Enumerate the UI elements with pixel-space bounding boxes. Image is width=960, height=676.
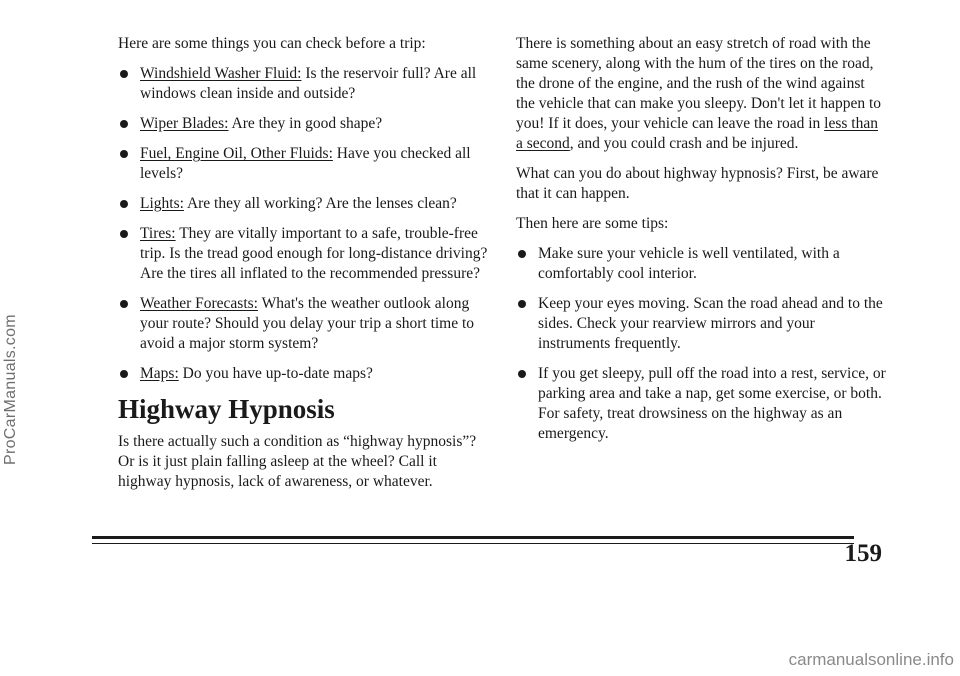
checklist-term: Tires: [140, 225, 176, 242]
checklist-item-wiper-blades [118, 114, 488, 134]
footer-rule-thick [92, 536, 854, 539]
checklist-item-weather [118, 294, 488, 354]
bullet-icon [120, 230, 128, 238]
checklist-item-fluids [118, 144, 488, 184]
checklist-intro: Here are some things you can check before a trip: [118, 35, 426, 52]
footer-watermark: carmanualsonline.info [788, 650, 954, 669]
tip-item-rest-stop [516, 364, 886, 444]
checklist-text: What's the weather outlook along your route? Should you delay your trip a short time to avoid a major storm system? [140, 295, 475, 352]
checklist-term: Wiper Blades: [140, 115, 229, 132]
tip-text: If you get sleepy, pull off the road into a rest, service, or parking area and take a nap, get some exercise, or both. For safety, treat drowsiness on the highway as an emergency. [538, 365, 886, 442]
checklist-item-lights [118, 194, 488, 214]
hypnosis-intro-paragraph: Is there actually such a condition as “highway hypnosis”? Or is it just plain falling asleep at the wheel? Call it highway hypnosis, lack of awareness, or whatever. [118, 433, 477, 490]
tip-text: Make sure your vehicle is well ventilated, with a comfortably cool interior. [538, 245, 840, 282]
bullet-icon [120, 70, 128, 78]
checklist-term: Lights: [140, 195, 184, 212]
bullet-icon [120, 120, 128, 128]
checklist-text: Is the reservoir full? Are all windows clean inside and outside? [140, 65, 477, 102]
right-column [516, 34, 886, 454]
paragraph-text: , and you could crash and be injured. [569, 135, 799, 152]
checklist-text: Are they in good shape? [228, 115, 383, 132]
side-watermark-text: ProCarManuals.com [2, 314, 19, 465]
checklist-text: Have you checked all levels? [140, 145, 471, 182]
bullet-icon [120, 370, 128, 378]
hypnosis-description-paragraph [516, 34, 886, 154]
tips-list [516, 244, 886, 444]
checklist-term: Windshield Washer Fluid: [140, 65, 302, 82]
tip-item-ventilation [516, 244, 886, 284]
checklist-term: Fuel, Engine Oil, Other Fluids: [140, 145, 333, 162]
emphasis-text: less than a second [516, 115, 878, 152]
bullet-icon [518, 250, 526, 258]
checklist-item-tires [118, 224, 488, 284]
checklist-item-maps [118, 364, 488, 384]
checklist-term: Weather Forecasts: [140, 295, 258, 312]
awareness-paragraph: What can you do about highway hypnosis? First, be aware that it can happen. [516, 165, 879, 202]
bullet-icon [518, 370, 526, 378]
trip-checklist [118, 64, 488, 384]
checklist-text: Are they all working? Are the lenses clean? [183, 195, 457, 212]
tip-text: Keep your eyes moving. Scan the road ahead and to the sides. Check your rearview mirrors and your instruments frequently. [538, 295, 883, 352]
checklist-item-washer-fluid [118, 64, 488, 104]
footer-rule-thin [92, 543, 854, 544]
footer-rule [92, 536, 854, 544]
tips-intro: Then here are some tips: [516, 215, 669, 232]
bullet-icon [120, 200, 128, 208]
section-heading: Highway Hypnosis [118, 394, 335, 424]
paragraph-text: There is something about an easy stretch of road with the same scenery, along with the hum of the tires on the road, the drone of the engine, and the rush of the wind against the vehicle that can make you sleepy. Don't let it happen to you! If it does, your vehicle can leave the road in [516, 35, 882, 132]
left-column [118, 34, 488, 502]
tip-item-eyes-moving [516, 294, 886, 354]
bullet-icon [120, 150, 128, 158]
bullet-icon [120, 300, 128, 308]
checklist-text: They are vitally important to a safe, trouble-free trip. Is the tread good enough for long-distance driving? Are the tires all inflated to the recommended pressure? [140, 225, 488, 282]
checklist-term: Maps: [140, 365, 179, 382]
checklist-text: Do you have up-to-date maps? [178, 365, 373, 382]
page-number: 159 [844, 540, 882, 567]
bullet-icon [518, 300, 526, 308]
